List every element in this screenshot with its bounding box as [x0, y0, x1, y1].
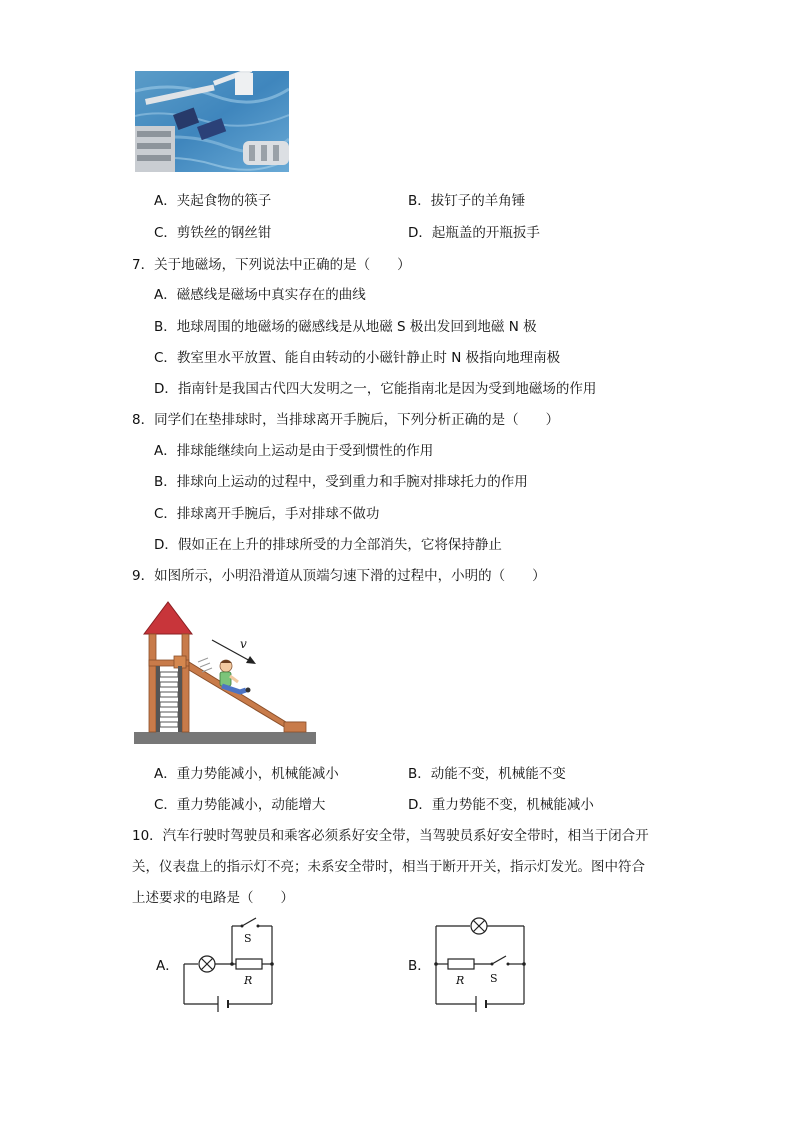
- circuit-b-switch-label: S: [490, 972, 498, 985]
- q7-option-b: B．地球周围的地磁场的磁感线是从地磁 S 极出发回到地磁 N 极: [154, 319, 537, 335]
- q9-option-c: C．重力势能减小，动能增大: [154, 797, 326, 813]
- q7-stem: 7．关于地磁场，下列说法中正确的是（ ）: [132, 257, 411, 273]
- q10-stem-line-3: 上述要求的电路是（ ）: [132, 890, 294, 906]
- q7-option-d: D．指南针是我国古代四大发明之一，它能指南北是因为受到地磁场的作用: [154, 381, 597, 397]
- q8-option-a: A．排球能继续向上运动是由于受到惯性的作用: [154, 443, 434, 459]
- circuit-b-label: B．: [408, 958, 431, 974]
- q9-option-b: B．动能不变，机械能不变: [408, 766, 566, 782]
- q7-option-c: C．教室里水平放置、能自由转动的小磁针静止时 N 极指向地理南极: [154, 350, 561, 366]
- q6-option-c: C．剪铁丝的钢丝钳: [154, 225, 272, 241]
- velocity-label: v: [240, 637, 247, 651]
- q10-stem-line-1: 10．汽车行驶时驾驶员和乘客必须系好安全带，当驾驶员系好安全带时，相当于闭合开: [132, 828, 649, 844]
- circuit-a-resistor-label: R: [244, 974, 253, 987]
- q10-stem-line-2: 关，仪表盘上的指示灯不亮；未系安全带时，相当于断开开关，指示灯发光。图中符合: [132, 859, 645, 875]
- q6-option-b: B．拔钉子的羊角锤: [408, 193, 526, 209]
- circuit-a-switch-label: S: [244, 932, 252, 945]
- circuit-a-diagram: [180, 912, 280, 1012]
- space-robot-arm-image: [135, 71, 289, 172]
- q8-option-c: C．排球离开手腕后，手对排球不做功: [154, 506, 380, 522]
- circuit-a-label: A．: [156, 958, 179, 974]
- q6-option-d: D．起瓶盖的开瓶扳手: [408, 225, 540, 241]
- q8-option-d: D．假如正在上升的排球所受的力全部消失，它将保持静止: [154, 537, 502, 553]
- q8-stem: 8．同学们在垫排球时，当排球离开手腕后，下列分析正确的是（ ）: [132, 412, 560, 428]
- q9-option-d: D．重力势能不变，机械能减小: [408, 797, 594, 813]
- q8-option-b: B．排球向上运动的过程中，受到重力和手腕对排球托力的作用: [154, 474, 528, 490]
- circuit-b-resistor-label: R: [456, 974, 465, 987]
- q7-option-a: A．磁感线是磁场中真实存在的曲线: [154, 287, 366, 303]
- circuit-b-diagram: [432, 912, 532, 1012]
- q9-option-a: A．重力势能减小，机械能减小: [154, 766, 339, 782]
- q6-option-a: A．夹起食物的筷子: [154, 193, 272, 209]
- slide-figure: [134, 600, 318, 746]
- q9-stem: 9．如图所示，小明沿滑道从顶端匀速下滑的过程中，小明的（ ）: [132, 568, 546, 584]
